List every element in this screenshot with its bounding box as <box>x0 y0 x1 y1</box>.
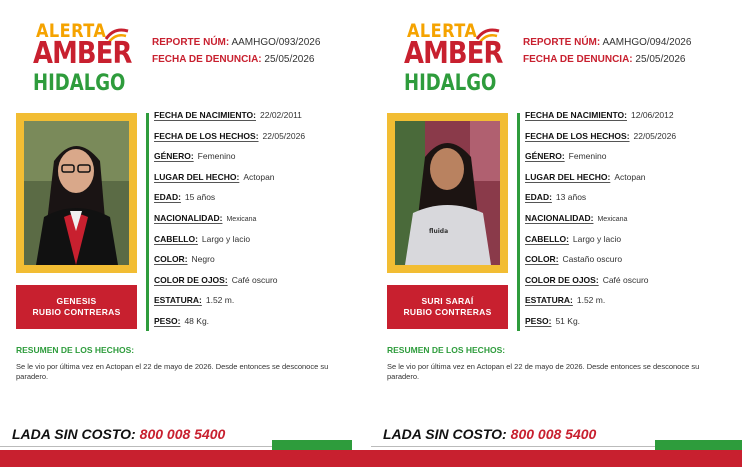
person-name-box <box>16 285 137 329</box>
details-list <box>525 108 740 335</box>
report-num-label: REPORTE NÚM: <box>152 37 230 48</box>
detail-hair: CABELLO: Largo y lacio <box>154 233 251 244</box>
summary-text: Se le vio por última vez en Actopan el 22 de mayo de 2026. Desde entonces se desconoce su paradero. <box>16 362 329 381</box>
logo-line1: ALERTA <box>407 20 478 42</box>
photo-frame <box>387 113 508 273</box>
report-date-value: 25/05/2026 <box>635 54 686 65</box>
detail-birth: FECHA DE NACIMIENTO: 22/02/2011 <box>154 110 302 120</box>
report-info <box>152 34 320 68</box>
details-list <box>154 108 369 335</box>
logo-line2: AMBER <box>33 36 132 71</box>
report-date-label: FECHA DE DENUNCIA: <box>523 54 633 65</box>
detail-weight: PESO: 48 Kg. <box>154 315 210 326</box>
toll-free-label: LADA SIN COSTO: <box>12 426 136 442</box>
footer-line <box>371 446 655 447</box>
detail-height: ESTATURA: 1.52 m. <box>525 295 606 306</box>
person-first-name: SURI SARAÍ <box>421 296 474 306</box>
detail-age: EDAD: 13 años <box>525 192 587 203</box>
detail-height: ESTATURA: 1.52 m. <box>154 295 235 306</box>
report-num-label: REPORTE NÚM: <box>523 37 601 48</box>
toll-free-label: LADA SIN COSTO: <box>383 426 507 442</box>
toll-free-line <box>383 426 596 442</box>
alert-card-2 <box>371 0 742 467</box>
report-num-value: AAMHGO/093/2026 <box>231 37 321 48</box>
footer-green-strip <box>655 440 742 450</box>
summary-title: RESUMEN DE LOS HECHOS: <box>387 345 506 355</box>
logo-line3: HIDALGO <box>33 71 126 96</box>
detail-age: EDAD: 15 años <box>154 192 216 203</box>
logo-line3: HIDALGO <box>404 71 497 96</box>
report-info <box>523 34 691 68</box>
detail-weight: PESO: 51 Kg. <box>525 315 581 326</box>
alerta-amber-logo <box>395 20 515 100</box>
detail-eyes: COLOR DE OJOS: Café oscuro <box>525 274 649 285</box>
detail-nationality: NACIONALIDAD: Mexicana <box>154 212 257 223</box>
toll-free-phone[interactable]: 800 008 5400 <box>139 426 226 442</box>
detail-birth: FECHA DE NACIMIENTO: 12/06/2012 <box>525 110 674 120</box>
logo-line2: AMBER <box>404 36 503 71</box>
toll-free-phone[interactable]: 800 008 5400 <box>510 426 597 442</box>
report-num-value: AAMHGO/094/2026 <box>602 37 692 48</box>
detail-hair: CABELLO: Largo y lacio <box>525 233 622 244</box>
person-last-name: RUBIO CONTRERAS <box>403 307 492 317</box>
footer-red-strip <box>371 450 742 467</box>
summary-title: RESUMEN DE LOS HECHOS: <box>16 345 135 355</box>
report-date-value: 25/05/2026 <box>264 54 315 65</box>
missing-person-photo <box>395 121 500 265</box>
detail-color: COLOR: Negro <box>154 254 215 265</box>
footer-line <box>0 446 272 447</box>
toll-free-line <box>12 426 225 442</box>
summary-text: Se le vio por última vez en Actopan el 22 de mayo de 2026. Desde entonces se desconoce su paradero. <box>387 362 700 381</box>
footer-red-strip <box>0 450 371 467</box>
detail-place: LUGAR DEL HECHO: Actopan <box>525 171 646 182</box>
person-name-box <box>387 285 508 329</box>
report-date-label: FECHA DE DENUNCIA: <box>152 54 262 65</box>
detail-color: COLOR: Castaño oscuro <box>525 254 623 265</box>
person-first-name: GENESIS <box>56 296 97 306</box>
detail-gender: GÉNERO: Femenino <box>525 151 607 162</box>
detail-place: LUGAR DEL HECHO: Actopan <box>154 171 275 182</box>
detail-eyes: COLOR DE OJOS: Café oscuro <box>154 274 278 285</box>
divider-bar <box>517 113 520 331</box>
logo-line1: ALERTA <box>36 20 107 42</box>
detail-events: FECHA DE LOS HECHOS: 22/05/2026 <box>154 130 306 141</box>
svg-text:fluida: fluida <box>429 228 449 235</box>
detail-gender: GÉNERO: Femenino <box>154 151 236 162</box>
detail-events: FECHA DE LOS HECHOS: 22/05/2026 <box>525 130 677 141</box>
detail-nationality: NACIONALIDAD: Mexicana <box>525 212 628 223</box>
photo-frame <box>16 113 137 273</box>
divider-bar <box>146 113 149 331</box>
missing-person-photo <box>24 121 129 265</box>
footer-green-strip <box>272 440 352 450</box>
alerta-amber-logo <box>24 20 144 100</box>
person-last-name: RUBIO CONTRERAS <box>32 307 121 317</box>
